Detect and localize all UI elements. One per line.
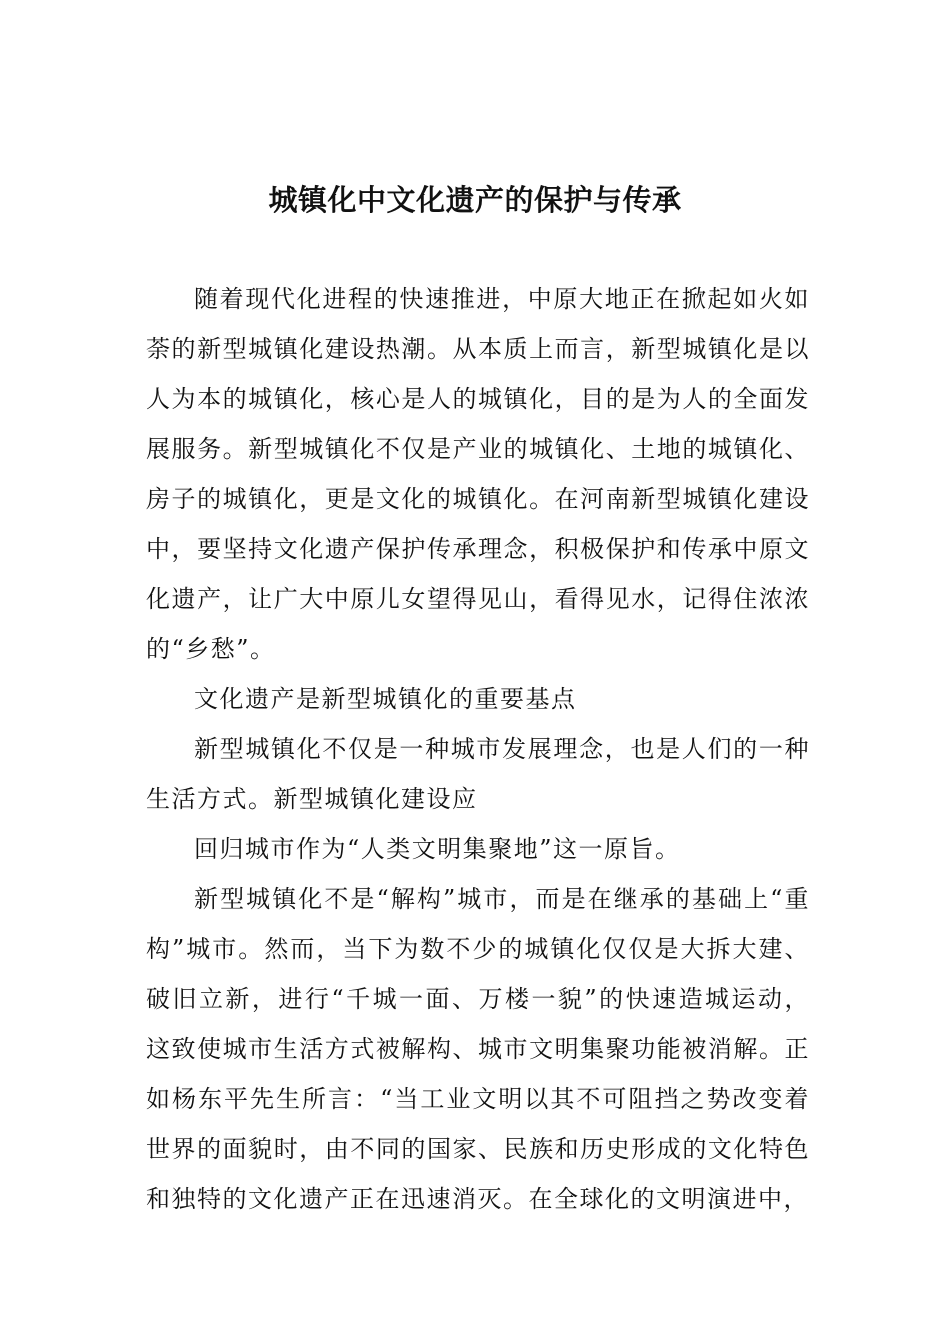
paragraph-return: 回归城市作为“人类文明集聚地”这一原旨。 — [194, 835, 681, 863]
section-heading: 文化遗产是新型城镇化的重要基点 — [194, 685, 577, 713]
document-body — [146, 274, 810, 1224]
paragraph-lifestyle: 新型城镇化不仅是一种城市发展理念，也是人们的一种生活方式。新型城镇化建设应 — [146, 735, 810, 813]
document-title: 城镇化中文化遗产的保护与传承 — [268, 183, 682, 217]
paragraph-intro: 随着现代化进程的快速推进，中原大地正在掀起如火如荼的新型城镇化建设热潮。从本质上而言，新型城镇化是以人为本的城镇化，核心是人的城镇化，目的是为人的全面发展服务。新型城镇化不仅是产业的城镇化、土地的城镇化、房子的城镇化，更是文化的城镇化。在河南新型城镇化建设中，要坚持文化遗产保护传承理念，积极保护和传承中原文化遗产，让广大中原儿女望得见山，看得见水，记得住浓浓的“乡愁”。 — [146, 285, 810, 663]
paragraph-reconstruct: 新型城镇化不是“解构”城市，而是在继承的基础上“重构”城市。然而，当下为数不少的城镇化仅仅是大拆大建、破旧立新，进行“千城一面、万楼一貌”的快速造城运动，这致使城市生活方式被解构、城市文明集聚功能被消解。正如杨东平先生所言：“当工业文明以其不可阻挡之势改变着世界的面貌时，由不同的国家、民族和历史形成的文化特色和独特的文化遗产正在迅速消灭。在全球化的文明演进中， — [146, 885, 810, 1213]
